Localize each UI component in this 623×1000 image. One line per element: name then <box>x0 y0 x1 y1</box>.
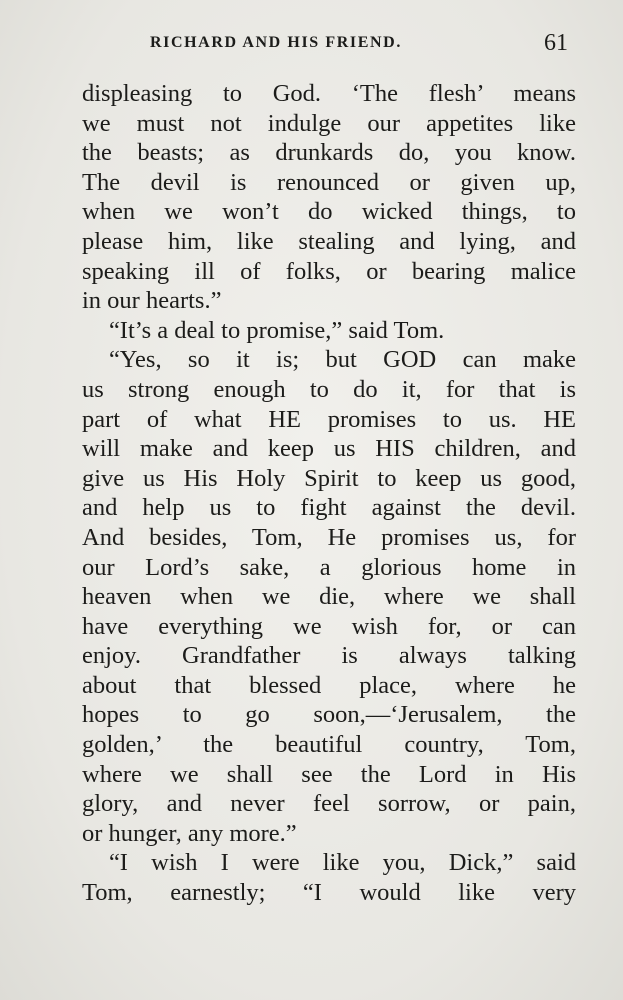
text-line: Tom, earnestly; “I would like very <box>82 879 576 907</box>
text-line: displeasing to God. ‘The flesh’ means <box>82 80 576 107</box>
text-line: golden,’ the beautiful country, Tom, <box>82 731 576 759</box>
text-line: the beasts; as drunkards do, you know. <box>82 139 576 167</box>
text-line: and help us to fight against the devil. <box>82 494 576 522</box>
text-line: about that blessed place, where he <box>82 671 576 699</box>
text-line: The devil is renounced or given up, <box>82 168 576 196</box>
text-line: give us His Holy Spirit to keep us good, <box>82 464 576 492</box>
text-line: glory, and never feel sorrow, or pain, <box>82 790 576 818</box>
text-line: us strong enough to do it, for that is <box>82 375 576 403</box>
page-number: 61 <box>544 30 568 56</box>
text-line: “Yes, so it is; but GOD can make <box>108 346 576 374</box>
text-line: or hunger, any more.” <box>82 819 297 847</box>
text-line: our Lord’s sake, a glorious home in <box>82 553 576 581</box>
text-line: will make and keep us HIS children, and <box>82 435 576 463</box>
text-line: have everything we wish for, or can <box>82 612 576 640</box>
text-line: when we won’t do wicked things, to <box>82 198 576 226</box>
running-title: RICHARD AND HIS FRIEND. <box>150 34 402 51</box>
text-line: heaven when we die, where we shall <box>82 583 576 611</box>
text-line: speaking ill of folks, or bearing malice <box>82 257 576 285</box>
text-line: in our hearts.” <box>82 287 222 315</box>
text-line: part of what HE promises to us. HE <box>82 405 576 433</box>
text-line: we must not indulge our appetites like <box>82 109 576 137</box>
text-line: “It’s a deal to promise,” said Tom. <box>108 316 445 344</box>
text-line: hopes to go soon,—‘Jerusalem, the <box>82 701 576 729</box>
text-line: please him, like stealing and lying, and <box>82 227 576 255</box>
text-line: where we shall see the Lord in His <box>82 760 576 788</box>
body-text <box>82 79 576 908</box>
text-line: And besides, Tom, He promises us, for <box>82 523 576 551</box>
text-line: enjoy. Grandfather is always talking <box>82 642 576 670</box>
text-line: “I wish I were like you, Dick,” said <box>108 849 576 877</box>
